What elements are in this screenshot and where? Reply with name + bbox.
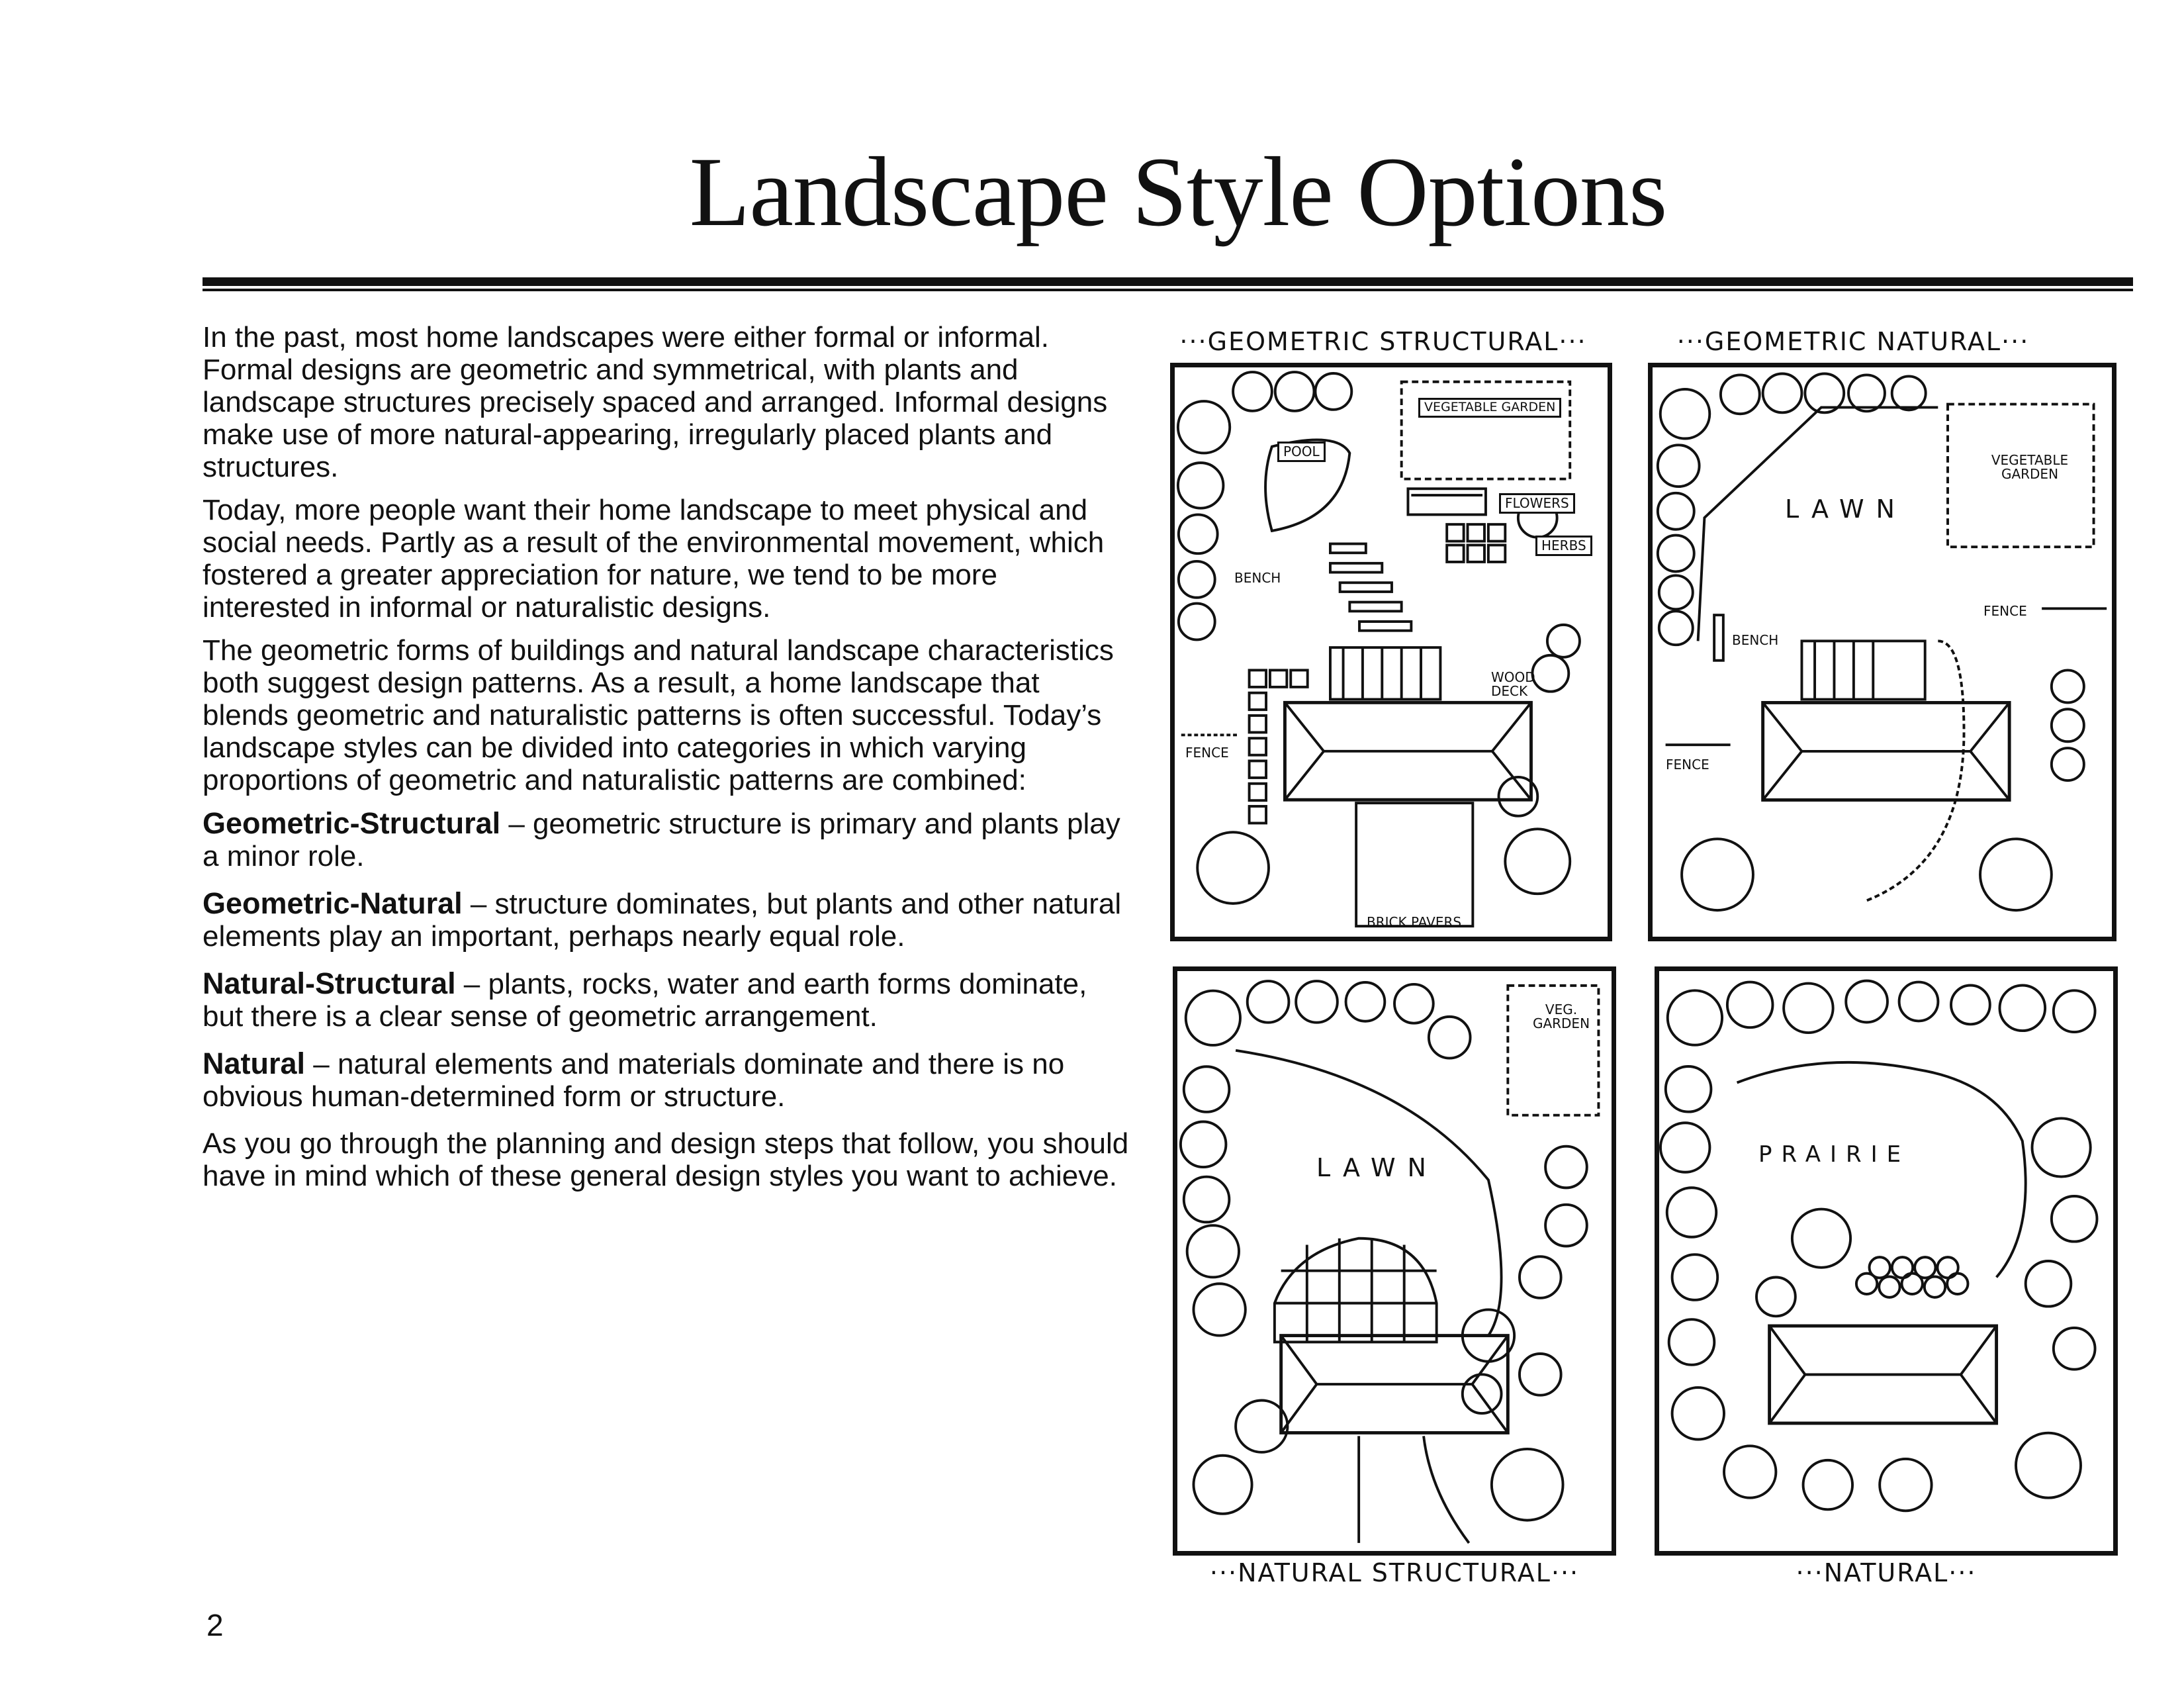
label-prairie: PRAIRIE (1758, 1141, 1911, 1168)
style-term: Geometric-Natural (203, 886, 463, 920)
plan-drawing (1177, 971, 1612, 1551)
label-fence-top: FENCE (1983, 603, 2027, 619)
style-definition-geometric-structural (203, 807, 1129, 872)
label-lawn: LAWN (1316, 1153, 1438, 1182)
plan-drawing (1175, 367, 1608, 937)
title-rule-thin (203, 289, 2133, 291)
caption-natural-structural: ···NATURAL STRUCTURAL··· (1209, 1558, 1580, 1587)
paragraph-needs: Today, more people want their home landscape to meet physical and social needs. Partly as a result of the environmental movement, which fostered a greater appreciation for nature, we tend to be more interested in informal or naturalistic designs. (203, 494, 1105, 624)
style-definition-natural-structural (203, 967, 1129, 1033)
paragraph-closing: As you go through the planning and design steps that follow, you should have in mind which of these general design styles you want to achieve. (203, 1127, 1129, 1192)
label-pool: POOL (1277, 442, 1326, 462)
style-term: Natural-Structural (203, 966, 456, 1000)
plan-drawing (1659, 971, 2113, 1551)
plan-geometric-natural (1648, 363, 2116, 941)
label-fence: FENCE (1185, 745, 1229, 761)
label-vegetable-garden: VEGETABLE GARDEN (1418, 398, 1561, 418)
style-definition-geometric-natural (203, 887, 1129, 953)
label-brick-pavers: BRICK PAVERS (1367, 914, 1462, 930)
style-definition-text: structure dominates, but plants and other natural elements play an important, perhaps nearly equal role. (203, 888, 1122, 953)
style-term: Natural (203, 1047, 306, 1080)
plan-natural (1655, 966, 2118, 1556)
style-definition-text: natural elements and materials dominate and there is no obvious human-determined form or structure. (203, 1048, 1065, 1113)
label-vegetable-garden: VEGETABLE GARDEN (1991, 452, 2069, 482)
label-veg-garden: VEG. GARDEN (1532, 1002, 1590, 1031)
style-dash: – (462, 888, 495, 920)
style-definition-text: geometric structure is primary and plants play a minor role. (203, 808, 1120, 872)
style-dash: – (305, 1048, 338, 1080)
page-number: 2 (206, 1608, 224, 1642)
paragraph-patterns: The geometric forms of buildings and natural landscape characteristics both suggest design patterns. As a result, a home landscape that blends geometric and naturalistic patterns is often successful. Today’s landscape styles can be divided into categories in which varying proportions of geometric and naturalistic patterns are combined: (203, 634, 1114, 796)
plan-natural-structural (1173, 966, 1616, 1556)
label-flowers: FLOWERS (1499, 493, 1575, 514)
label-bench: BENCH (1234, 570, 1281, 586)
style-dash: – (455, 968, 488, 1000)
style-definition-text: plants, rocks, water and earth forms dominate, but there is a clear sense of geometric arrangement. (203, 968, 1087, 1033)
caption-geometric-natural: ···GEOMETRIC NATURAL··· (1676, 327, 2030, 356)
plan-geometric-structural (1170, 363, 1612, 941)
page-title: Landscape Style Options (689, 137, 1667, 247)
label-fence-bottom: FENCE (1666, 757, 1709, 773)
label-wood-deck: WOOD DECK (1491, 669, 1535, 699)
caption-natural: ···NATURAL··· (1796, 1558, 1977, 1587)
tree-row (1661, 981, 2097, 1511)
tree-row (1178, 372, 1580, 904)
label-bench: BENCH (1732, 632, 1779, 648)
title-rule-thick (203, 277, 2133, 286)
label-lawn: LAWN (1785, 494, 1907, 524)
caption-geometric-structural: ···GEOMETRIC STRUCTURAL··· (1179, 327, 1587, 356)
style-dash: – (500, 808, 533, 840)
tree-row (1181, 981, 1587, 1521)
body-text-column (203, 321, 1129, 1203)
label-herbs: HERBS (1535, 536, 1592, 556)
paragraph-intro: In the past, most home landscapes were either formal or informal. Formal designs are geometric and symmetrical, with plants and landscape structures precisely spaced and arranged. Informal designs make use of more natural-appearing, irregularly placed plants and structures. (203, 321, 1108, 483)
style-definition-natural (203, 1047, 1129, 1113)
style-term: Geometric-Structural (203, 806, 501, 840)
